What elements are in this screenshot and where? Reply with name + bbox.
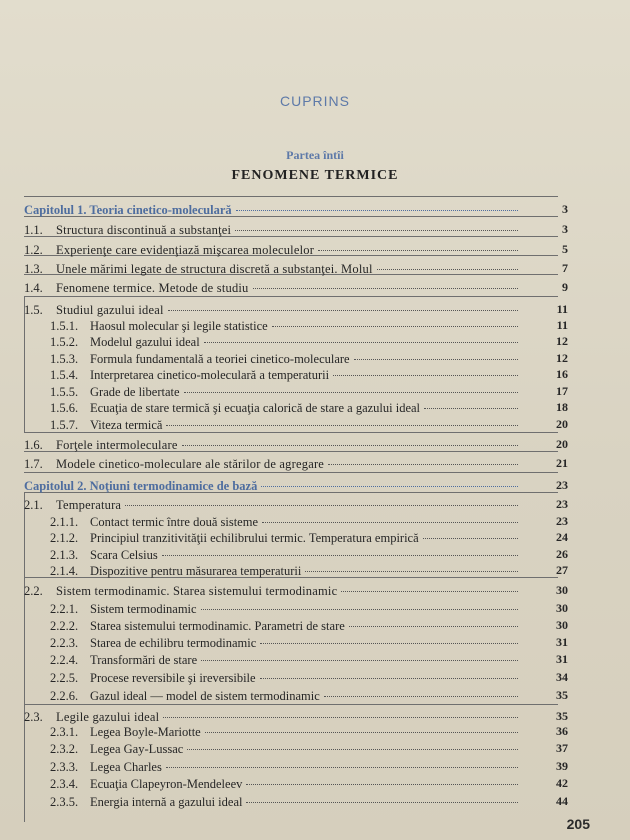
toc-entry-title: Temperatura	[56, 498, 122, 512]
dot-leader	[354, 359, 518, 360]
dot-leader	[262, 522, 518, 523]
toc-entry-page: 42	[556, 776, 568, 790]
toc-entry-number: 2.3.5.	[50, 795, 79, 809]
toc-entry-page: 30	[556, 601, 568, 615]
toc-entry-page: 18	[556, 400, 568, 414]
dot-leader	[236, 210, 518, 211]
dot-leader	[246, 802, 518, 803]
toc-entry-title: Modelul gazului ideal	[90, 335, 200, 349]
toc-entry-page: 3	[562, 202, 568, 216]
dot-leader	[166, 767, 518, 768]
toc-entry-page: 3	[562, 222, 568, 236]
toc-entry-page: 16	[556, 367, 568, 381]
toc-entry-number: 2.1.	[24, 498, 43, 512]
toc-entry-sub	[50, 333, 522, 351]
toc-entry-number: 2.3.	[24, 710, 43, 724]
toc-entry-section	[24, 582, 522, 600]
toc-entry-number: 1.5.7.	[50, 418, 79, 432]
toc-entry-number: 1.5.4.	[50, 368, 79, 382]
toc-entry-sub	[50, 529, 522, 547]
toc-entry-section	[24, 436, 522, 454]
toc-entry-chapter	[24, 201, 522, 219]
toc-entry-title: Starea sistemului termodinamic. Parametri de stare	[90, 619, 345, 633]
toc-entry-title: Legea Gay-Lussac	[90, 742, 184, 756]
dot-leader	[424, 408, 518, 409]
toc-entry-sub	[50, 740, 522, 758]
toc-entry-number: 1.2.	[24, 243, 43, 257]
toc-entry-title: Haosul molecular şi legile statistice	[90, 319, 268, 333]
toc-entry-title: Procese reversibile şi ireversibile	[90, 671, 256, 685]
toc-entry-title: Legile gazului ideal	[56, 710, 160, 724]
toc-entry-title: Structura discontinuă a substanţei	[56, 223, 232, 237]
toc-entry-number: 1.3.	[24, 262, 43, 276]
toc-entry-sub	[50, 562, 522, 580]
toc-entry-number: 1.6.	[24, 438, 43, 452]
toc-entry-sub	[50, 669, 522, 687]
toc-entry-title: Capitolul 1. Teoria cinetico-moleculară	[24, 203, 232, 217]
toc-entry-page: 34	[556, 670, 568, 684]
toc-entry-page: 7	[562, 261, 568, 275]
toc-entry-number: 1.7.	[24, 457, 43, 471]
toc-entry-page: 11	[556, 302, 568, 316]
toc-entry-sub	[50, 617, 522, 635]
toc-entry-number: 1.5.3.	[50, 352, 79, 366]
toc-entry-page: 26	[556, 547, 568, 561]
toc-entry-title: Legea Boyle-Mariotte	[90, 725, 201, 739]
toc-entry-number: 2.1.1.	[50, 515, 79, 529]
toc-entry-number: 2.1.4.	[50, 564, 79, 578]
dot-leader	[377, 269, 518, 270]
part-title: FENOMENE TERMICE	[231, 168, 399, 183]
toc-entry-title: Viteza termică	[90, 418, 163, 432]
dot-leader	[341, 591, 518, 592]
toc-entry-number: 2.3.3.	[50, 760, 79, 774]
toc-entry-title: Forţele intermoleculare	[56, 438, 178, 452]
toc-entry-page: 31	[556, 652, 568, 666]
toc-entry-number: 1.5.	[24, 303, 43, 317]
toc-entry-page: 27	[556, 563, 568, 577]
toc-entry-number: 2.2.5.	[50, 671, 79, 685]
toc-entry-title: Sistem termodinamic	[90, 602, 197, 616]
toc-entry-title: Transformări de stare	[90, 653, 198, 667]
toc-entry-page: 35	[556, 688, 568, 702]
toc-entry-title: Principiul tranzitivităţii echilibrului termic. Temperatura empirică	[90, 531, 419, 545]
toc-entry-number: 2.1.3.	[50, 548, 79, 562]
toc-entry-page: 23	[556, 478, 568, 492]
toc-entry-title: Modele cinetico-moleculare ale stărilor de agregare	[56, 457, 325, 471]
toc-entry-section	[24, 221, 522, 239]
toc-entry-section	[24, 260, 522, 278]
toc-entry-title: Experienţe care evidenţiază mişcarea moleculelor	[56, 243, 315, 257]
dot-leader	[423, 538, 518, 539]
toc-entry-number: 2.2.6.	[50, 689, 79, 703]
toc-entry-page: 44	[556, 794, 568, 808]
dot-leader	[260, 678, 518, 679]
toc-entry-page: 9	[562, 280, 568, 294]
dot-leader	[125, 505, 518, 506]
dot-leader	[328, 464, 518, 465]
dot-leader	[253, 288, 518, 289]
toc-entry-section	[24, 455, 522, 473]
dot-leader	[204, 342, 518, 343]
dot-leader	[163, 717, 518, 718]
toc-entry-number: 1.5.1.	[50, 319, 79, 333]
toc-entry-page: 31	[556, 635, 568, 649]
toc-entry-number: 1.1.	[24, 223, 43, 237]
toc-entry-sub	[50, 687, 522, 705]
dot-leader	[201, 609, 518, 610]
toc-entry-number: 2.3.1.	[50, 725, 79, 739]
toc-entry-page: 17	[556, 384, 568, 398]
dot-leader	[261, 486, 518, 487]
toc-entry-title: Fenomene termice. Metode de studiu	[56, 281, 249, 295]
toc-entry-title: Ecuaţia Clapeyron-Mendeleev	[90, 777, 243, 791]
dot-leader	[318, 250, 518, 251]
page-number: 205	[566, 816, 590, 832]
toc-entry-title: Sistem termodinamic. Starea sistemului termodinamic	[56, 584, 338, 598]
dot-leader	[333, 375, 518, 376]
toc-entry-title: Unele mărimi legate de structura discretă a substanţei. Molul	[56, 262, 373, 276]
toc-entry-page: 20	[556, 417, 568, 431]
toc-entry-page: 12	[556, 334, 568, 348]
dot-leader	[187, 749, 518, 750]
toc-entry-page: 23	[556, 514, 568, 528]
toc-entry-sub	[50, 634, 522, 652]
toc-entry-number: 2.3.2.	[50, 742, 79, 756]
toc-entry-page: 37	[556, 741, 568, 755]
toc-entry-title: Starea de echilibru termodinamic	[90, 636, 257, 650]
toc-entry-page: 35	[556, 709, 568, 723]
toc-entry-sub	[50, 723, 522, 741]
toc-entry-sub	[50, 758, 522, 776]
toc-entry-number: 1.5.2.	[50, 335, 79, 349]
toc-entry-title: Interpretarea cinetico-moleculară a temperaturii	[90, 368, 330, 382]
toc-entry-title: Formula fundamentală a teoriei cinetico-moleculare	[90, 352, 350, 366]
dot-leader	[166, 425, 518, 426]
toc-entry-section	[24, 279, 522, 297]
toc-entry-number: 1.5.5.	[50, 385, 79, 399]
dot-leader	[246, 784, 518, 785]
toc-entry-title: Ecuaţia de stare termică şi ecuaţia calorică de stare a gazului ideal	[90, 401, 421, 415]
toc-entry-chapter	[24, 477, 522, 495]
dot-leader	[162, 555, 518, 556]
toc-entry-sub	[50, 416, 522, 434]
toc-entry-title: Scara Celsius	[90, 548, 158, 562]
dot-leader	[260, 643, 518, 644]
dot-leader	[349, 626, 518, 627]
dot-leader	[324, 696, 518, 697]
toc-entry-page: 24	[556, 530, 568, 544]
toc-entry-title: Capitolul 2. Noţiuni termodinamice de bază	[24, 479, 258, 493]
dot-leader	[305, 571, 518, 572]
dot-leader	[272, 326, 518, 327]
toc-entry-number: 1.5.6.	[50, 401, 79, 415]
dot-leader	[235, 230, 518, 231]
dot-leader	[201, 660, 518, 661]
toc-entry-page: 11	[556, 318, 568, 332]
dot-leader	[168, 310, 518, 311]
toc-entry-page: 5	[562, 242, 568, 256]
toc-entry-page: 21	[556, 456, 568, 470]
toc-entry-section	[24, 241, 522, 259]
toc-entry-title: Energia internă a gazului ideal	[90, 795, 243, 809]
toc-entry-page: 30	[556, 583, 568, 597]
toc-entry-sub	[50, 793, 522, 811]
toc-entry-number: 2.2.1.	[50, 602, 79, 616]
toc-entry-number: 1.4.	[24, 281, 43, 295]
toc-entry-number: 2.1.2.	[50, 531, 79, 545]
toc-entry-number: 2.2.4.	[50, 653, 79, 667]
toc-entry-title: Studiul gazului ideal	[56, 303, 164, 317]
toc-entry-title: Grade de libertate	[90, 385, 180, 399]
toc-entry-number: 2.2.	[24, 584, 43, 598]
toc-entry-sub	[50, 775, 522, 793]
toc-entry-page: 20	[556, 437, 568, 451]
toc-heading: CUPRINS	[279, 93, 350, 109]
toc-entry-sub	[50, 651, 522, 669]
toc-entry-title: Gazul ideal — model de sistem termodinamic	[90, 689, 320, 703]
dot-leader	[205, 732, 518, 733]
toc-entry-sub	[50, 600, 522, 618]
toc-entry-page: 30	[556, 618, 568, 632]
toc-entry-title: Dispozitive pentru măsurarea temperaturii	[90, 564, 302, 578]
toc-entry-number: 2.2.3.	[50, 636, 79, 650]
toc-entry-title: Contact termic între două sisteme	[90, 515, 259, 529]
toc-entry-number: 2.2.2.	[50, 619, 79, 633]
toc-entry-page: 12	[556, 351, 568, 365]
toc-entry-sub	[50, 399, 522, 417]
toc-rule	[24, 196, 558, 197]
dot-leader	[184, 392, 518, 393]
part-label: Partea întîi	[286, 148, 344, 162]
toc-entry-page: 23	[556, 497, 568, 511]
toc-entry-sub	[50, 366, 522, 384]
toc-entry-title: Legea Charles	[90, 760, 162, 774]
toc-entry-number: 2.3.4.	[50, 777, 79, 791]
toc-entry-page: 36	[556, 724, 568, 738]
toc-entry-section	[24, 496, 522, 514]
dot-leader	[182, 445, 518, 446]
toc-entry-page: 39	[556, 759, 568, 773]
